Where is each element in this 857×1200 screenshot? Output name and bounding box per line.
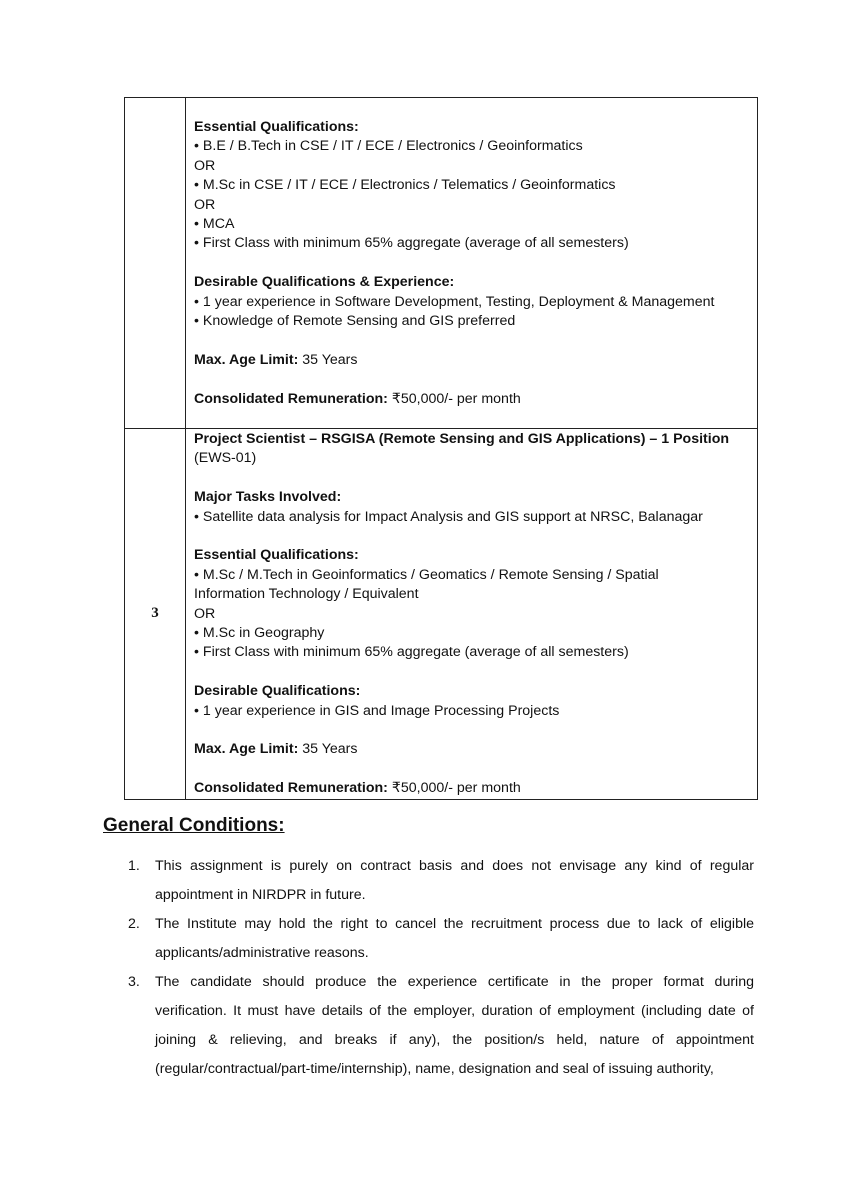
list-item: • M.Sc in CSE / IT / ECE / Electronics / Telematics / Geoinformatics bbox=[194, 177, 616, 194]
remuneration bbox=[194, 779, 747, 798]
list-item-number: 1. bbox=[128, 858, 140, 874]
age-limit-label: Max. Age Limit: bbox=[194, 741, 299, 758]
remuneration bbox=[194, 390, 747, 409]
age-limit bbox=[194, 740, 747, 759]
serial-number-cell: 3 bbox=[125, 429, 186, 800]
age-limit-label: Max. Age Limit: bbox=[194, 351, 299, 368]
position-details-cell bbox=[186, 98, 758, 429]
list-item: • First Class with minimum 65% aggregate (average of all semesters) bbox=[194, 235, 629, 252]
list-item: • MCA bbox=[194, 216, 235, 233]
list-item: OR bbox=[194, 196, 216, 213]
list-item-text: The Institute may hold the right to cancel the recruitment process due to lack of eligible applicants/administrative reasons. bbox=[155, 916, 754, 961]
remuneration-value: ₹50,000/- per month bbox=[387, 780, 521, 797]
list-item: • M.Sc / M.Tech in Geoinformatics / Geomatics / Remote Sensing / Spatial bbox=[194, 566, 659, 583]
list-item bbox=[128, 910, 754, 968]
list-item bbox=[128, 852, 754, 910]
list-item: • Knowledge of Remote Sensing and GIS preferred bbox=[194, 313, 516, 330]
general-conditions-list bbox=[128, 852, 754, 1084]
list-item: • Satellite data analysis for Impact Analysis and GIS support at NRSC, Balanagar bbox=[194, 508, 703, 525]
position-title bbox=[194, 430, 747, 469]
list-item: • M.Sc in Geography bbox=[194, 625, 325, 642]
list-item-number: 3. bbox=[128, 974, 140, 990]
list-item bbox=[128, 968, 754, 1084]
general-conditions-heading: General Conditions: bbox=[103, 815, 285, 836]
list-item: • B.E / B.Tech in CSE / IT / ECE / Electronics / Geoinformatics bbox=[194, 138, 583, 155]
list-item: OR bbox=[194, 157, 216, 174]
table-row bbox=[125, 98, 758, 429]
remuneration-label: Consolidated Remuneration: bbox=[194, 780, 388, 797]
age-limit bbox=[194, 351, 747, 370]
list-item: • 1 year experience in Software Development, Testing, Deployment & Management bbox=[194, 293, 715, 310]
list-item-text: The candidate should produce the experience certificate in the proper format during verification. It must have details of the employer, duration of employment (including date of joining & relieving, and breaks if any), the position/s held, nature of appointment (regular/contractual/part-time/internship), name, designation and seal of issuing authority, bbox=[155, 974, 754, 1077]
list-item-text: This assignment is purely on contract basis and does not envisage any kind of regular appointment in NIRDPR in future. bbox=[155, 858, 754, 903]
desirable-qualifications-heading: Desirable Qualifications: bbox=[194, 683, 361, 700]
major-tasks-heading: Major Tasks Involved: bbox=[194, 489, 342, 506]
table-row bbox=[125, 429, 758, 800]
position-title-code: (EWS-01) bbox=[194, 450, 257, 467]
list-item-number: 2. bbox=[128, 916, 140, 932]
remuneration-value: ₹50,000/- per month bbox=[387, 390, 521, 407]
remuneration-label: Consolidated Remuneration: bbox=[194, 390, 388, 407]
list-item: OR bbox=[194, 605, 216, 622]
essential-qualifications-heading: Essential Qualifications: bbox=[194, 547, 359, 564]
position-title-bold: Project Scientist – RSGISA (Remote Sensing and GIS Applications) – 1 Position bbox=[194, 431, 730, 447]
desirable-qualifications-heading: Desirable Qualifications & Experience: bbox=[194, 274, 455, 291]
list-item: Information Technology / Equivalent bbox=[194, 586, 419, 603]
age-limit-value: 35 Years bbox=[298, 741, 358, 758]
essential-qualifications-heading: Essential Qualifications: bbox=[194, 119, 359, 135]
age-limit-value: 35 Years bbox=[298, 351, 358, 368]
serial-number-cell bbox=[125, 98, 186, 429]
list-item: • 1 year experience in GIS and Image Processing Projects bbox=[194, 702, 560, 719]
position-details-cell bbox=[186, 429, 758, 800]
list-item: • First Class with minimum 65% aggregate (average of all semesters) bbox=[194, 644, 629, 661]
positions-table bbox=[124, 97, 758, 800]
